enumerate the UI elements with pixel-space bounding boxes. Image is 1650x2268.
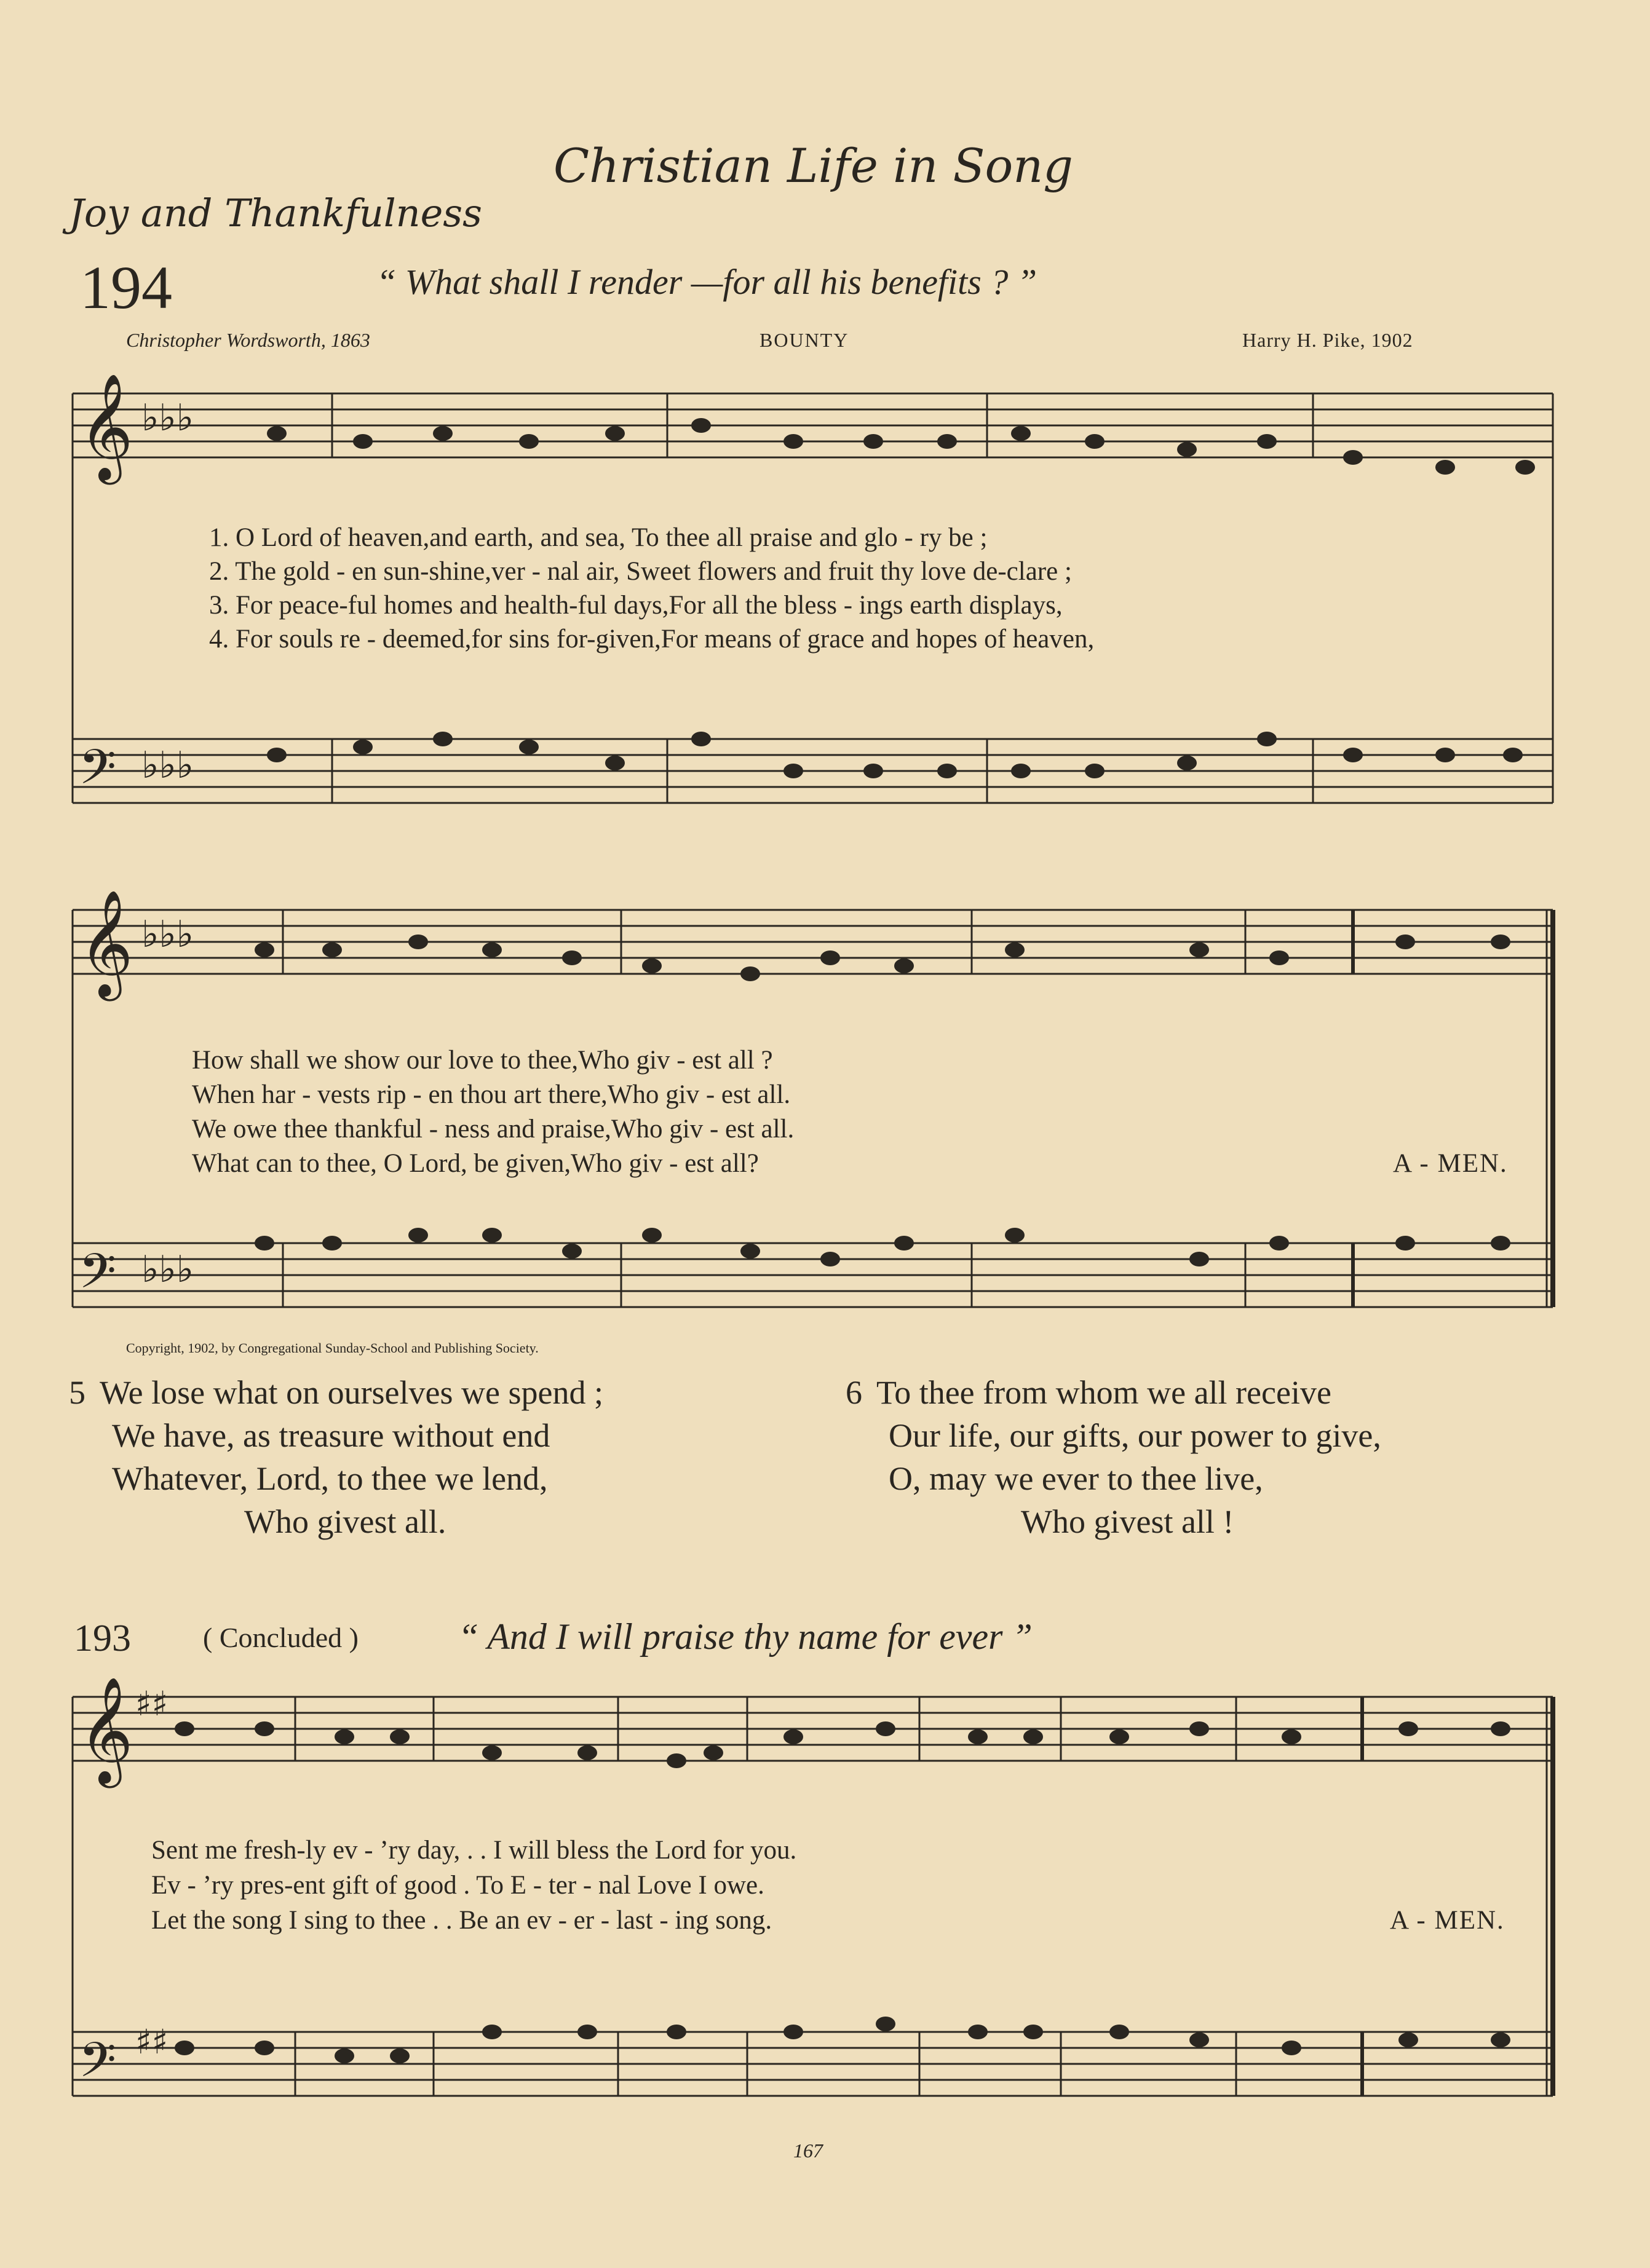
stanza-6-line-2: Our life, our gifts, our power to give,: [889, 1417, 1381, 1454]
hymn-194-composer: Harry H. Pike, 1902: [1242, 329, 1413, 351]
stanza-5-line-4: Who givest all.: [244, 1503, 446, 1540]
flat-icon: ♭♭♭: [141, 913, 194, 956]
copyright: Copyright, 1902, by Congregational Sunday-School and Publishing Society.: [126, 1340, 539, 1356]
stanza-5-line-2: We have, as treasure without end: [112, 1417, 550, 1454]
verse-193-line-2: Ev - ’ry pres-ent gift of good . To E - ter - nal Love I owe.: [151, 1871, 764, 1900]
verse-193-line-1: Sent me fresh-ly ev - ’ry day, . . I will bless the Lord for you.: [151, 1836, 797, 1865]
flat-icon: ♭♭♭: [141, 1248, 194, 1291]
page-title: Christian Life in Song: [553, 138, 1073, 193]
hymn-number-193: 193: [74, 1618, 131, 1659]
treble-clef-icon: 𝄞: [79, 890, 133, 997]
sharp-icon: ♯♯: [135, 2022, 169, 2061]
staff-system1-bass: [73, 739, 1553, 803]
verse-line-3b: We owe thee thankful - ness and praise,Who giv - est all.: [192, 1115, 795, 1144]
hymn-194-tune: BOUNTY: [760, 329, 849, 351]
verse-line-1b: How shall we show our love to thee,Who giv - est all ?: [192, 1046, 773, 1075]
hymn-194-author: Christopher Wordsworth, 1863: [126, 329, 370, 351]
stanza-5-number: 5: [69, 1374, 85, 1411]
amen-194: A - MEN.: [1393, 1149, 1508, 1178]
bass-clef-icon: 𝄢: [79, 2033, 117, 2100]
hymn-194-motto: “ What shall I render —for all his benefits ? ”: [376, 262, 1037, 302]
staff-system2-treble: [73, 910, 1553, 974]
staff-system1-treble: [73, 393, 1553, 457]
stanza-5-line-1: We lose what on ourselves we spend ;: [100, 1374, 603, 1411]
verse-line-2a: 2. The gold - en sun-shine,ver - nal air, Sweet flowers and fruit thy love de-clare ;: [209, 557, 1072, 586]
bass-clef-icon: 𝄢: [79, 740, 117, 807]
stanza-6-number: 6: [846, 1374, 862, 1411]
verse-line-3a: 3. For peace-ful homes and health-ful days,For all the bless - ings earth displays,: [209, 591, 1063, 620]
treble-clef-icon: 𝄞: [79, 373, 133, 480]
hymn-number-194: 194: [80, 253, 172, 322]
treble-clef-icon: 𝄞: [79, 1677, 133, 1784]
stanza-6: [846, 1371, 1381, 1543]
verse-line-2b: When har - vests rip - en thou art there,Who giv - est all.: [192, 1080, 791, 1109]
page-number: 167: [793, 2140, 823, 2162]
stanza-5: [69, 1371, 603, 1543]
verse-line-4b: What can to thee, O Lord, be given,Who giv - est all?: [192, 1149, 759, 1178]
staff-system2-bass: [73, 1243, 1553, 1307]
section-heading: Joy and Thankfulness: [69, 191, 482, 235]
flat-icon: ♭♭♭: [141, 397, 194, 440]
verse-193-line-3: Let the song I sing to thee . . Be an ev - er - last - ing song.: [151, 1906, 772, 1935]
flat-icon: ♭♭♭: [141, 744, 194, 787]
amen-193: A - MEN.: [1390, 1906, 1505, 1935]
bass-clef-icon: 𝄢: [79, 1244, 117, 1311]
verse-line-1a: 1. O Lord of heaven,and earth, and sea, To thee all praise and glo - ry be ;: [209, 523, 988, 552]
stanza-6-line-3: O, may we ever to thee live,: [889, 1460, 1263, 1497]
stanza-6-line-1: To thee from whom we all receive: [876, 1374, 1331, 1411]
verse-line-4a: 4. For souls re - deemed,for sins for-given,For means of grace and hopes of heaven,: [209, 625, 1095, 654]
hymn-193-motto: “ And I will praise thy name for ever ”: [458, 1616, 1033, 1657]
concluded-label: ( Concluded ): [203, 1622, 359, 1653]
stanza-5-line-3: Whatever, Lord, to thee we lend,: [112, 1460, 548, 1497]
sharp-icon: ♯♯: [135, 1684, 169, 1723]
stanza-6-line-4: Who givest all !: [1021, 1503, 1234, 1540]
